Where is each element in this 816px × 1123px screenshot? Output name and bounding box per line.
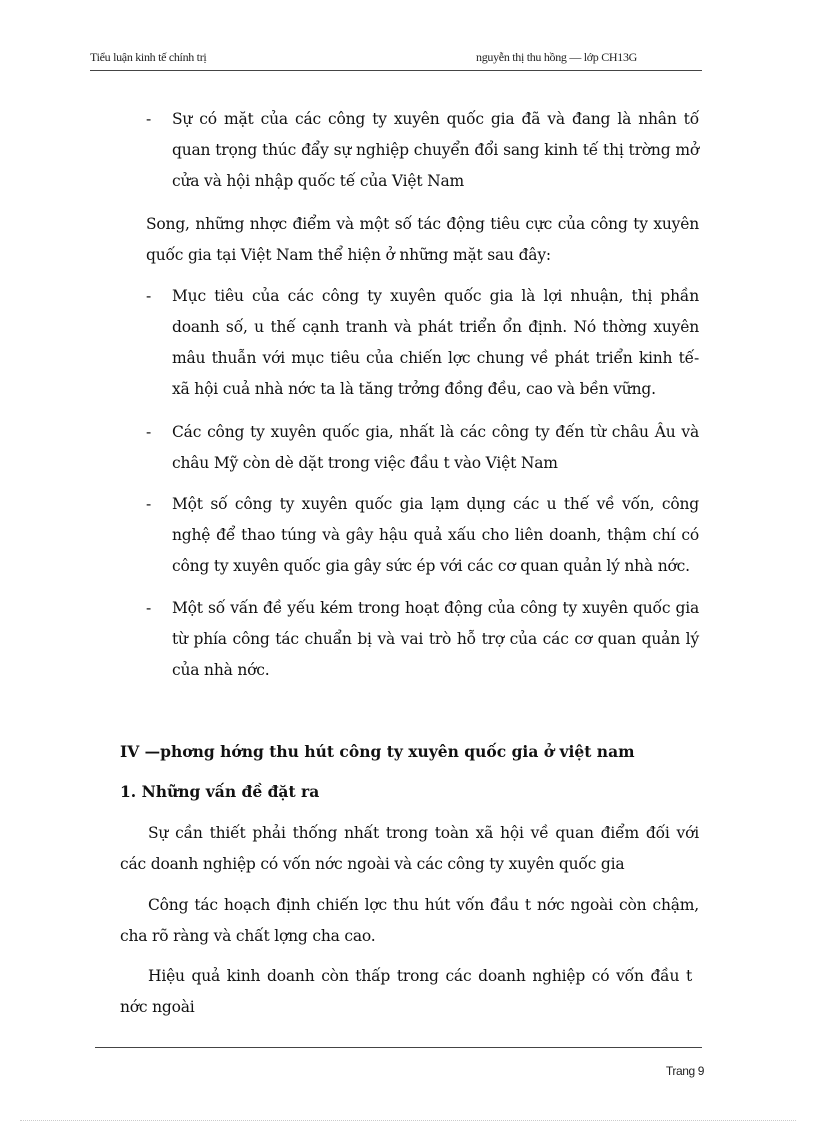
bullet-dash: - (146, 423, 152, 441)
list-item: Sự có mặt của các công ty xuyên quốc gia đã và đang là nhân tố quan trọng thúc đẩy sự nghiệp chuyển đổi sang kinh tế thị trờng mở cửa và hội nhập quốc tế của Việt Nam (172, 110, 699, 190)
page-edge (20, 1120, 796, 1121)
section-heading: IV —phơng hớng thu hút công ty xuyên quốc gia ở việt nam (120, 742, 635, 761)
list-item: Một số vấn đề yếu kém trong hoạt động của công ty xuyên quốc gia từ phía công tác chuẩn bị và vai trò hỗ trợ của các cơ quan quản lý của nhà nớc. (172, 599, 699, 679)
page-number: Trang 9 (665, 1064, 704, 1078)
intro-paragraph: Song, những nhợc điểm và một số tác động tiêu cực của công ty xuyên quốc gia tại Việt Nam thể hiện ở những mặt sau đây: (146, 215, 699, 264)
bullet-dash: - (146, 495, 152, 513)
header-author: nguyễn thị thu hồng — lớp CH13G (476, 50, 638, 64)
list-item: Một số công ty xuyên quốc gia lạm dụng các u thế về vốn, công nghệ để thao túng và gây hậu quả xấu cho liên doanh, thậm chí có công ty xuyên quốc gia gây sức ép với các cơ quan quản lý nhà nớc. (172, 495, 699, 575)
body-paragraph: Công tác hoạch định chiến lợc thu hút vốn đầu t nớc ngoài còn chậm, cha rõ ràng và chất lợng cha cao. (120, 896, 699, 945)
body-paragraph: Sự cần thiết phải thống nhất trong toàn xã hội về quan điểm đối với các doanh nghiệp có vốn nớc ngoài và các công ty xuyên quốc gia (120, 824, 699, 873)
list-item: Mục tiêu của các công ty xuyên quốc gia là lợi nhuận, thị phần doanh số, u thế cạnh tranh và phát triển ổn định. Nó thờng xuyên mâu thuẫn với mục tiêu của chiến lợc chung về phát triển kinh tế- xã hội cuả nhà nớc ta là tăng trởng đồng đều, cao và bền vững. (172, 287, 699, 398)
bullet-dash: - (146, 110, 152, 128)
list-item: Các công ty xuyên quốc gia, nhất là các công ty đến từ châu Âu và châu Mỹ còn dè dặt trong việc đầu t vào Việt Nam (172, 423, 699, 472)
body-paragraph: Hiệu quả kinh doanh còn thấp trong các doanh nghiệp có vốn đầu t nớc ngoài (120, 967, 692, 1016)
footer-divider (95, 1047, 702, 1048)
subsection-heading: 1. Những vấn đề đặt ra (120, 782, 320, 801)
bullet-dash: - (146, 287, 152, 305)
bullet-dash: - (146, 599, 152, 617)
header-title: Tiểu luận kinh tế chính trị (90, 50, 207, 64)
header-divider (90, 70, 702, 71)
